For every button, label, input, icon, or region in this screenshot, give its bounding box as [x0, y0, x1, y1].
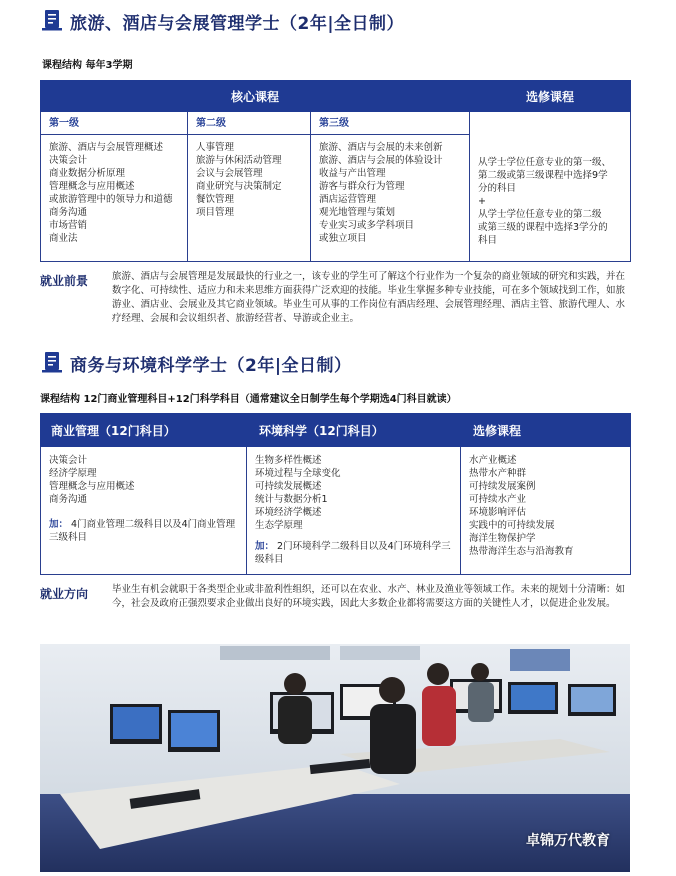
business-management-header: 商业管理（12门科目） — [41, 414, 247, 447]
list-item: 经济学原理 — [49, 468, 97, 479]
list-item: 会议与会展管理 — [196, 168, 263, 179]
elective-course-list — [461, 447, 630, 564]
environment-course-list — [247, 447, 460, 538]
list-item: 环境影响评估 — [469, 507, 527, 518]
level3-label: 第三级 — [319, 118, 349, 129]
section2-structure: 课程结构 12门商业管理科目+12门科学科目（通常建议全日制学生每个学期选4门科目就读） — [40, 394, 457, 405]
career-direction-label: 就业方向 — [40, 587, 89, 601]
elective-line: 或第三级的课程中选择3学分的 — [478, 222, 608, 233]
plus-label: 加： — [49, 519, 69, 530]
list-item: 环境过程与全球变化 — [255, 468, 341, 479]
business-management-cell — [41, 447, 247, 575]
list-item: 生态学原理 — [255, 520, 303, 531]
electives-header: 选修课程 — [461, 414, 631, 447]
elective-line: 科目 — [478, 235, 498, 246]
elective-line: 从学士学位任意专业的第一级、 — [478, 157, 612, 168]
section1-course-table — [40, 80, 631, 262]
list-item: 商业法 — [49, 233, 78, 244]
level3-cell — [311, 112, 470, 262]
list-item: 商业研究与决策制定 — [196, 181, 282, 192]
list-item: 管理概念与应用概述 — [49, 181, 135, 192]
list-item: 收益与产出管理 — [319, 168, 386, 179]
section1-title: 旅游、酒店与会展管理学士（2年|全日制） — [70, 14, 405, 34]
list-item: 项目管理 — [196, 207, 235, 218]
elective-courses-header: 选修课程 — [470, 81, 631, 112]
list-item: 人事管理 — [196, 142, 235, 153]
business-extra-note — [49, 518, 238, 544]
business-course-list — [41, 447, 246, 512]
list-item: 餐饮管理 — [196, 194, 235, 205]
career-direction-text: 毕业生有机会就职于各类型企业或非盈利性组织，还可以在农业、水产、林业及渔业等领域工作。未来的规划十分清晰：如今，社会及政府正强烈要求企业做出良好的环境实践，因此大多数企业都将需要这方面的关键性人才，以促进企业发展。 — [112, 584, 626, 609]
list-item: 专业实习或多学科项目 — [319, 220, 415, 231]
list-item: 或旅游管理中的领导力和道德 — [49, 194, 173, 205]
career-prospects-label: 就业前景 — [40, 274, 89, 288]
list-item: 观光地管理与策划 — [319, 207, 396, 218]
watermark: 卓锦万代教育 — [526, 833, 610, 849]
list-item: 商业数据分析原理 — [49, 168, 126, 179]
list-item: 可持续水产业 — [469, 494, 527, 505]
document-icon — [42, 9, 62, 31]
electives-cell — [461, 447, 631, 575]
plus-label: 加： — [255, 541, 275, 552]
list-item: 海洋生物保护学 — [469, 533, 536, 544]
list-item: 环境经济学概述 — [255, 507, 322, 518]
section2-title: 商务与环境科学学士（2年|全日制） — [70, 356, 352, 376]
level2-label: 第二级 — [196, 118, 226, 129]
list-item: 热带海洋生态与沿海教育 — [469, 546, 574, 557]
core-courses-header: 核心课程 — [41, 81, 470, 112]
list-item: 旅游、酒店与会展的未来创新 — [319, 142, 443, 153]
level3-course-list — [311, 135, 469, 251]
career-prospects-text: 旅游、酒店与会展管理是发展最快的行业之一，该专业的学生可了解这个行业作为一个复杂的商业领域的研究和实践，并在数字化、可持续性、适应力和未来思维方面获得广泛欢迎的技能。毕业生掌握多种专业技能，可在多个领域找到工作，如旅游业、酒店业、会展业及其它商业领域。毕业生可从事的工作岗位有酒店经理、会展管理经理、酒店主管、旅游代理人、水疗经理、会展和会议组织者、旅游经营者、导游或企业主。 — [112, 271, 626, 324]
environment-extra-note — [255, 540, 452, 566]
document-icon — [42, 351, 62, 373]
list-item: 旅游、酒店与会展的体验设计 — [319, 155, 443, 166]
elective-line: 分的科目 — [478, 183, 517, 194]
classroom-photo — [40, 644, 630, 872]
level2-cell — [188, 112, 311, 262]
list-item: 管理概念与应用概述 — [49, 481, 135, 492]
list-item: 生物多样性概述 — [255, 455, 322, 466]
list-item: 或独立项目 — [319, 233, 367, 244]
list-item: 可持续发展概述 — [255, 481, 322, 492]
list-item: 实践中的可持续发展 — [469, 520, 555, 531]
list-item: 酒店运营管理 — [319, 194, 377, 205]
list-item: 水产业概述 — [469, 455, 517, 466]
list-item: 游客与群众行为管理 — [319, 181, 405, 192]
environmental-science-header: 环境科学（12门科目） — [247, 414, 461, 447]
list-item: 旅游、酒店与会展管理概述 — [49, 142, 164, 153]
list-item: 旅游与休闲活动管理 — [196, 155, 282, 166]
level1-label: 第一级 — [49, 118, 79, 129]
level1-course-list — [41, 135, 187, 251]
list-item: 统计与数据分析1 — [255, 494, 328, 505]
elective-cell — [470, 112, 631, 262]
section1-structure: 课程结构 每年3学期 — [42, 60, 133, 71]
list-item: 市场营销 — [49, 220, 88, 231]
list-item: 决策会计 — [49, 155, 88, 166]
environment-extra-text: 2门环境科学二级科目以及4门环境科学三级科目 — [255, 541, 451, 565]
list-item: 商务沟通 — [49, 207, 88, 218]
list-item: 可持续发展案例 — [469, 481, 536, 492]
elective-line: 第二级或第三级课程中选择9学 — [478, 170, 608, 181]
environmental-science-cell — [247, 447, 461, 575]
level1-cell — [41, 112, 188, 262]
elective-line: 从学士学位任意专业的第二级 — [478, 209, 602, 220]
elective-description — [470, 112, 630, 247]
section2-course-table — [40, 413, 631, 575]
business-extra-text: 4门商业管理二级科目以及4门商业管理三级科目 — [49, 519, 236, 543]
list-item: 决策会计 — [49, 455, 88, 466]
elective-line: + — [478, 196, 486, 207]
list-item: 商务沟通 — [49, 494, 88, 505]
list-item: 热带水产种群 — [469, 468, 527, 479]
level2-course-list — [188, 135, 310, 225]
